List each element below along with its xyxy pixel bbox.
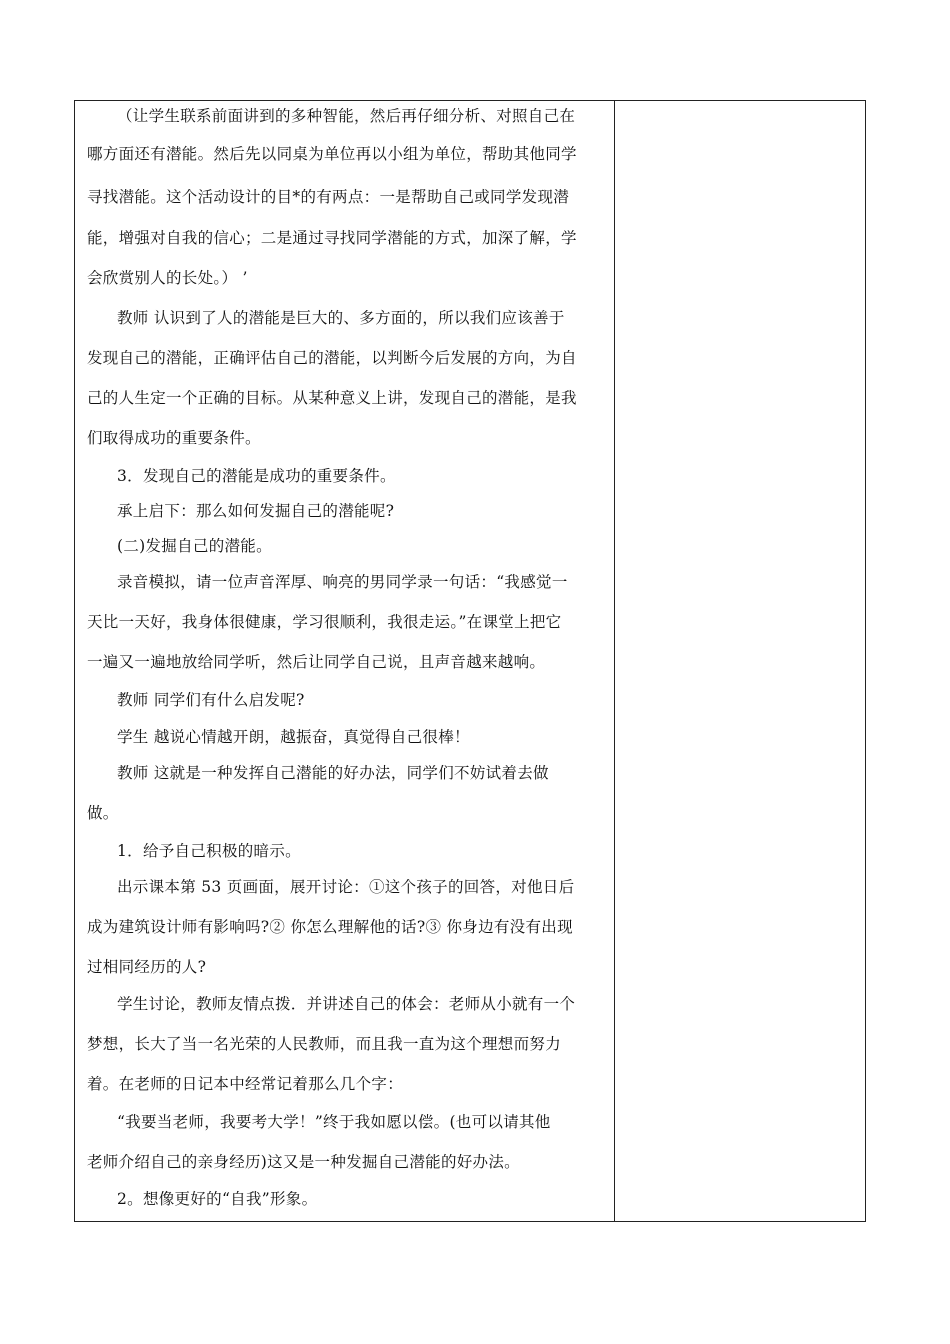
text-line: 会欣赏别人的长处。） ’ bbox=[87, 269, 248, 287]
text-line: 出示课本第 53 页画面，展开讨论：①这个孩子的回答，对他日后 bbox=[117, 878, 575, 896]
text-line: 教师 这就是一种发挥自己潜能的好办法，同学们不妨试着去做 bbox=[117, 764, 549, 782]
text-line: （让学生联系前面讲到的多种智能，然后再仔细分析、对照自己在 bbox=[117, 107, 576, 125]
content-table bbox=[74, 100, 866, 1222]
text-line: 教师 同学们有什么启发呢? bbox=[117, 691, 305, 709]
text-line: 哪方面还有潜能。然后先以同桌为单位再以小组为单位，帮助其他同学 bbox=[87, 145, 577, 163]
text-line: 寻找潜能。这个活动设计的目*的有两点：一是帮助自己或同学发现潜 bbox=[87, 188, 570, 206]
text-line: 成为建筑设计师有影响吗?② 你怎么理解他的话?③ 你身边有没有出现 bbox=[87, 918, 573, 936]
text-line: 能，增强对自我的信心；二是通过寻找同学潜能的方式，加深了解，学 bbox=[87, 229, 577, 247]
text-line: 己的人生定一个正确的目标。从某种意义上讲，发现自己的潜能，是我 bbox=[87, 389, 577, 407]
text-line: 梦想，长大了当一名光荣的人民教师，而且我一直为这个理想而努力 bbox=[87, 1035, 562, 1053]
text-line: 老师介绍自己的亲身经历)这又是一种发掘自己潜能的好办法。 bbox=[87, 1153, 520, 1171]
text-line: 天比一天好，我身体很健康，学习很顺利，我很走运。”在课堂上把它 bbox=[87, 613, 562, 631]
text-line: (二)发掘自己的潜能。 bbox=[117, 537, 272, 555]
text-line: 过相同经历的人? bbox=[87, 958, 207, 976]
right-column bbox=[615, 101, 865, 1221]
text-line: 承上启下：那么如何发掘自己的潜能呢? bbox=[117, 502, 395, 520]
text-line: 做。 bbox=[87, 804, 119, 822]
text-line: 们取得成功的重要条件。 bbox=[87, 429, 261, 447]
text-line: 1．给予自己积极的暗示。 bbox=[117, 842, 301, 860]
text-line: 发现自己的潜能，正确评估自己的潜能，以判断今后发展的方向，为自 bbox=[87, 349, 577, 367]
text-line: 学生 越说心情越开朗，越振奋，真觉得自己很棒！ bbox=[117, 728, 470, 746]
text-line: 学生讨论，教师友情点拨．并讲述自己的体会：老师从小就有一个 bbox=[117, 995, 576, 1013]
text-line: “我要当老师，我要考大学！”终于我如愿以偿。(也可以请其他 bbox=[117, 1113, 551, 1131]
text-line: 一遍又一遍地放给同学听，然后让同学自己说，且声音越来越响。 bbox=[87, 653, 546, 671]
text-line: 2。想像更好的“自我”形象。 bbox=[117, 1190, 318, 1208]
text-line: 录音模拟，请一位声音浑厚、响亮的男同学录一句话：“我感觉一 bbox=[117, 573, 568, 591]
text-line: 教师 认识到了人的潜能是巨大的、多方面的，所以我们应该善于 bbox=[117, 309, 565, 327]
text-line: 着。在老师的日记本中经常记着那么几个字： bbox=[87, 1075, 404, 1093]
text-line: 3．发现自己的潜能是成功的重要条件。 bbox=[117, 467, 396, 485]
